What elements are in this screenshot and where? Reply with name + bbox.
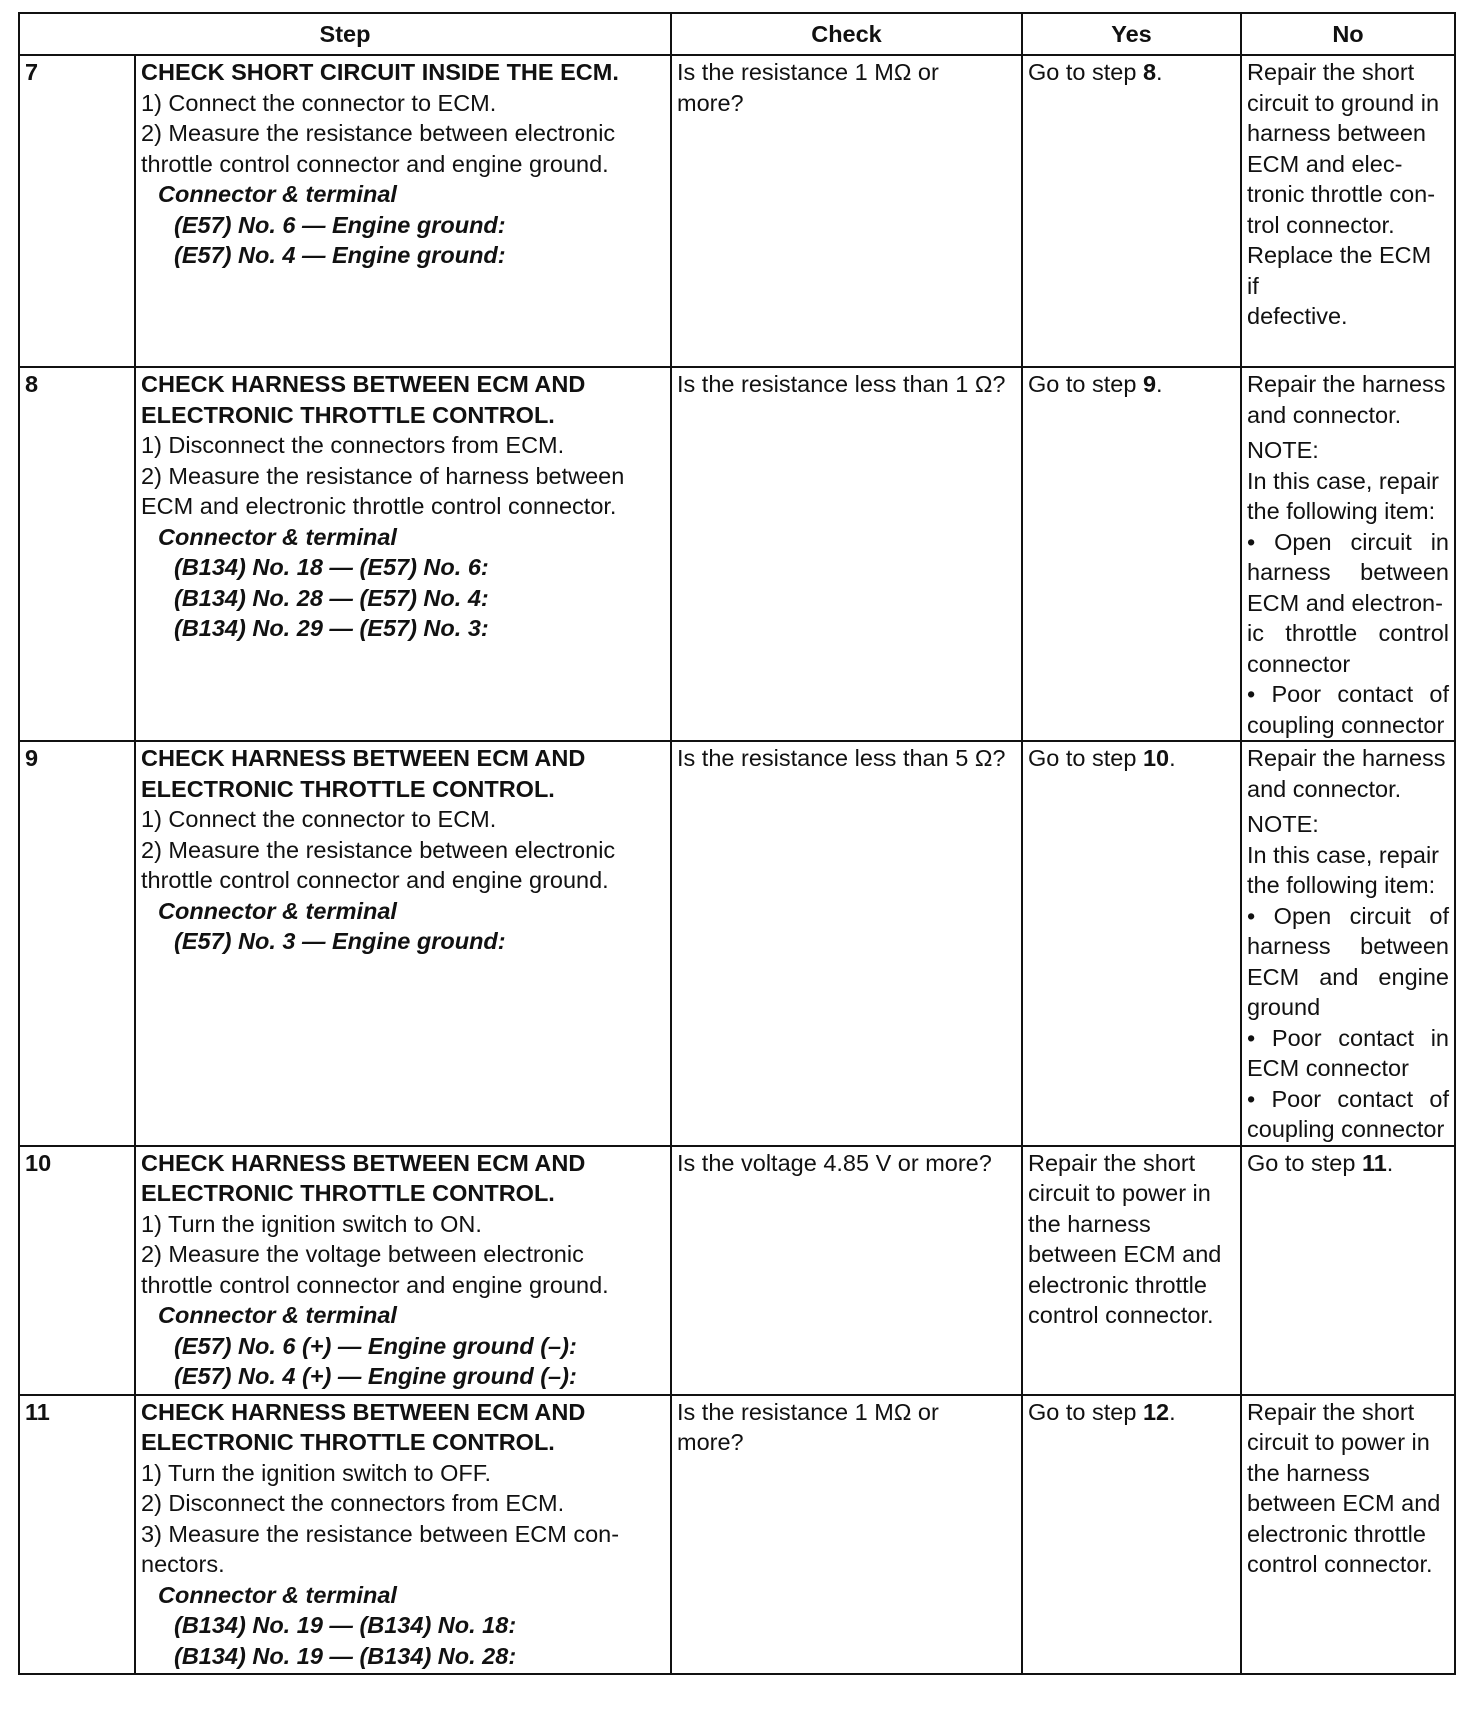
check-cell xyxy=(671,367,1022,741)
yes-cell xyxy=(1022,741,1241,1146)
no-cell xyxy=(1241,55,1455,367)
yes-text: electronic throttle xyxy=(1028,1271,1207,1298)
header-check: Check xyxy=(671,13,1022,55)
no-text: harness between xyxy=(1247,120,1426,146)
yes-cell xyxy=(1022,367,1241,741)
note-text: • Poor contact of xyxy=(1247,1085,1449,1112)
connector-heading: Connector & terminal xyxy=(158,897,397,924)
no-text: circuit to power in xyxy=(1247,1429,1430,1455)
step-title: ELECTRONIC THROTTLE CONTROL. xyxy=(141,775,555,802)
note-text: • Poor contact in xyxy=(1247,1024,1449,1051)
yes-suffix: . xyxy=(1169,1398,1176,1425)
no-text: and connector. xyxy=(1247,401,1402,428)
step-title: CHECK HARNESS BETWEEN ECM AND xyxy=(141,745,586,771)
terminal-item: (E57) No. 3 — Engine ground: xyxy=(174,928,506,954)
yes-suffix: . xyxy=(1156,59,1163,85)
step-title: CHECK HARNESS BETWEEN ECM AND xyxy=(141,371,586,397)
yes-prefix: Go to step xyxy=(1028,1398,1143,1425)
yes-step-ref: 12 xyxy=(1142,1398,1170,1425)
step-number: 8 xyxy=(19,367,135,741)
diagnostic-page xyxy=(18,12,1454,1675)
step-title: CHECK HARNESS BETWEEN ECM AND xyxy=(141,1398,586,1425)
no-text: circuit to ground in xyxy=(1247,89,1440,116)
yes-text: the harness xyxy=(1028,1210,1151,1237)
header-yes: Yes xyxy=(1022,13,1241,55)
no-prefix: Go to step xyxy=(1247,1149,1362,1176)
no-cell xyxy=(1241,741,1455,1146)
instruction: 1) Turn the ignition switch to OFF. xyxy=(141,1459,492,1486)
instruction: 1) Connect the connector to ECM. xyxy=(141,89,497,116)
note-text: • Open circuit of xyxy=(1247,902,1449,929)
step-number: 11 xyxy=(19,1395,135,1674)
step-title: CHECK HARNESS BETWEEN ECM AND xyxy=(141,1149,586,1176)
instruction: 1) Turn the ignition switch to ON. xyxy=(141,1210,482,1237)
header-row xyxy=(19,13,1455,55)
table-row xyxy=(19,55,1455,367)
terminal-item: (E57) No. 4 (+) — Engine ground (–): xyxy=(174,1363,577,1389)
note-text: • Poor contact of xyxy=(1247,681,1449,707)
note-text: connector xyxy=(1247,650,1351,677)
yes-prefix: Go to step xyxy=(1028,745,1143,771)
check-cell xyxy=(671,741,1022,1146)
check-text: Is the resistance 1 MΩ or xyxy=(677,59,939,85)
yes-step-ref: 10 xyxy=(1142,745,1170,771)
step-title: ELECTRONIC THROTTLE CONTROL. xyxy=(141,401,555,428)
step-number: 9 xyxy=(19,741,135,1146)
yes-step-ref: 8 xyxy=(1142,59,1157,85)
yes-suffix: . xyxy=(1156,371,1163,397)
note-text: the following item: xyxy=(1247,872,1436,898)
note-text: coupling connector xyxy=(1247,711,1445,738)
yes-text: control connector. xyxy=(1028,1302,1214,1328)
instruction: 2) Disconnect the connectors from ECM. xyxy=(141,1490,565,1516)
step-number: 7 xyxy=(19,55,135,367)
note-text: ECM and electron- xyxy=(1247,589,1443,616)
yes-step-ref: 9 xyxy=(1142,371,1157,397)
no-text: control connector. xyxy=(1247,1551,1433,1577)
terminal-item: (B134) No. 29 — (E57) No. 3: xyxy=(174,615,489,641)
note-text: coupling connector xyxy=(1247,1116,1445,1142)
check-text: Is the resistance less than 1 Ω? xyxy=(677,371,1006,397)
instruction: ECM and electronic throttle control connector. xyxy=(141,493,617,519)
instruction: 1) Disconnect the connectors from ECM. xyxy=(141,432,565,458)
note-text: • Open circuit in xyxy=(1247,528,1449,555)
instruction: throttle control connector and engine ground. xyxy=(141,1271,609,1298)
no-suffix: . xyxy=(1386,1149,1394,1176)
terminal-item: (E57) No. 4 — Engine ground: xyxy=(174,242,506,268)
no-text: electronic throttle xyxy=(1247,1520,1426,1547)
note-heading: NOTE: xyxy=(1247,437,1319,463)
instruction: 2) Measure the voltage between electronic xyxy=(141,1241,584,1267)
check-cell xyxy=(671,1395,1022,1674)
step-content xyxy=(135,1146,671,1395)
note-heading: NOTE: xyxy=(1247,811,1319,837)
yes-cell xyxy=(1022,55,1241,367)
check-text: Is the resistance 1 MΩ or xyxy=(677,1398,939,1425)
table-row xyxy=(19,1146,1455,1395)
note-text: In this case, repair xyxy=(1247,467,1440,494)
step-content xyxy=(135,1395,671,1674)
check-cell xyxy=(671,1146,1022,1395)
note-text: In this case, repair xyxy=(1247,841,1440,868)
no-cell xyxy=(1241,367,1455,741)
no-text: Repair the harness xyxy=(1247,371,1446,397)
step-content xyxy=(135,55,671,367)
no-step-ref: 11 xyxy=(1361,1149,1387,1176)
no-text: trol connector. xyxy=(1247,211,1395,238)
yes-prefix: Go to step xyxy=(1028,371,1143,397)
no-text: ECM and elec- xyxy=(1247,150,1403,177)
instruction: 3) Measure the resistance between ECM con- xyxy=(141,1520,620,1547)
note-text: ECM and engine xyxy=(1247,963,1449,990)
note-text: harness between xyxy=(1247,933,1449,959)
connector-heading: Connector & terminal xyxy=(158,523,397,550)
instruction: 2) Measure the resistance between electronic xyxy=(141,120,616,146)
instruction: throttle control connector and engine ground. xyxy=(141,150,609,177)
no-text: Repair the harness xyxy=(1247,745,1446,771)
yes-cell xyxy=(1022,1395,1241,1674)
instruction: 2) Measure the resistance of harness between xyxy=(141,462,625,489)
instruction: 1) Connect the connector to ECM. xyxy=(141,806,497,832)
table-row xyxy=(19,1395,1455,1674)
no-text: defective. xyxy=(1247,303,1348,329)
note-text: the following item: xyxy=(1247,498,1436,524)
header-no: No xyxy=(1241,13,1455,55)
yes-suffix: . xyxy=(1169,745,1176,771)
step-number: 10 xyxy=(19,1146,135,1395)
yes-text: between ECM and xyxy=(1028,1241,1222,1267)
yes-cell xyxy=(1022,1146,1241,1395)
connector-heading: Connector & terminal xyxy=(158,1581,397,1608)
no-cell xyxy=(1241,1146,1455,1395)
step-title: ELECTRONIC THROTTLE CONTROL. xyxy=(141,1180,555,1206)
step-content xyxy=(135,367,671,741)
note-text: ground xyxy=(1247,994,1321,1020)
terminal-item: (E57) No. 6 (+) — Engine ground (–): xyxy=(174,1332,577,1359)
note-text: ECM connector xyxy=(1247,1055,1409,1081)
terminal-item: (E57) No. 6 — Engine ground: xyxy=(174,211,506,238)
step-title: CHECK SHORT CIRCUIT INSIDE THE ECM. xyxy=(141,59,619,85)
check-text: Is the resistance less than 5 Ω? xyxy=(677,745,1006,771)
table-row xyxy=(19,741,1455,1146)
instruction: throttle control connector and engine ground. xyxy=(141,867,609,893)
step-content xyxy=(135,741,671,1146)
yes-prefix: Go to step xyxy=(1028,59,1143,85)
check-text: Is the voltage 4.85 V or more? xyxy=(677,1149,992,1176)
no-cell xyxy=(1241,1395,1455,1674)
step-title: ELECTRONIC THROTTLE CONTROL. xyxy=(141,1429,555,1455)
connector-heading: Connector & terminal xyxy=(158,181,397,207)
yes-text: circuit to power in xyxy=(1028,1180,1211,1206)
diagnostic-table xyxy=(18,12,1456,1675)
instruction: nectors. xyxy=(141,1551,225,1577)
check-cell xyxy=(671,55,1022,367)
header-step: Step xyxy=(19,13,671,55)
check-text: more? xyxy=(677,89,744,116)
terminal-item: (B134) No. 28 — (E57) No. 4: xyxy=(174,584,489,611)
no-text: Repair the short xyxy=(1247,59,1415,85)
note-text: harness between xyxy=(1247,559,1449,585)
terminal-item: (B134) No. 19 — (B134) No. 18: xyxy=(174,1612,517,1638)
no-text: the harness xyxy=(1247,1459,1370,1486)
no-text: tronic throttle con- xyxy=(1247,181,1436,207)
note-text: ic throttle control xyxy=(1247,620,1449,646)
instruction: 2) Measure the resistance between electronic xyxy=(141,836,616,863)
no-text: between ECM and xyxy=(1247,1490,1441,1516)
terminal-item: (B134) No. 18 — (E57) No. 6: xyxy=(174,554,489,580)
terminal-item: (B134) No. 19 — (B134) No. 28: xyxy=(174,1642,517,1669)
no-text: Replace the ECM if xyxy=(1247,242,1432,299)
check-text: more? xyxy=(677,1429,744,1455)
connector-heading: Connector & terminal xyxy=(158,1302,397,1328)
no-text: Repair the short xyxy=(1247,1398,1415,1425)
no-text: and connector. xyxy=(1247,775,1402,802)
yes-text: Repair the short xyxy=(1028,1149,1196,1176)
table-row xyxy=(19,367,1455,741)
